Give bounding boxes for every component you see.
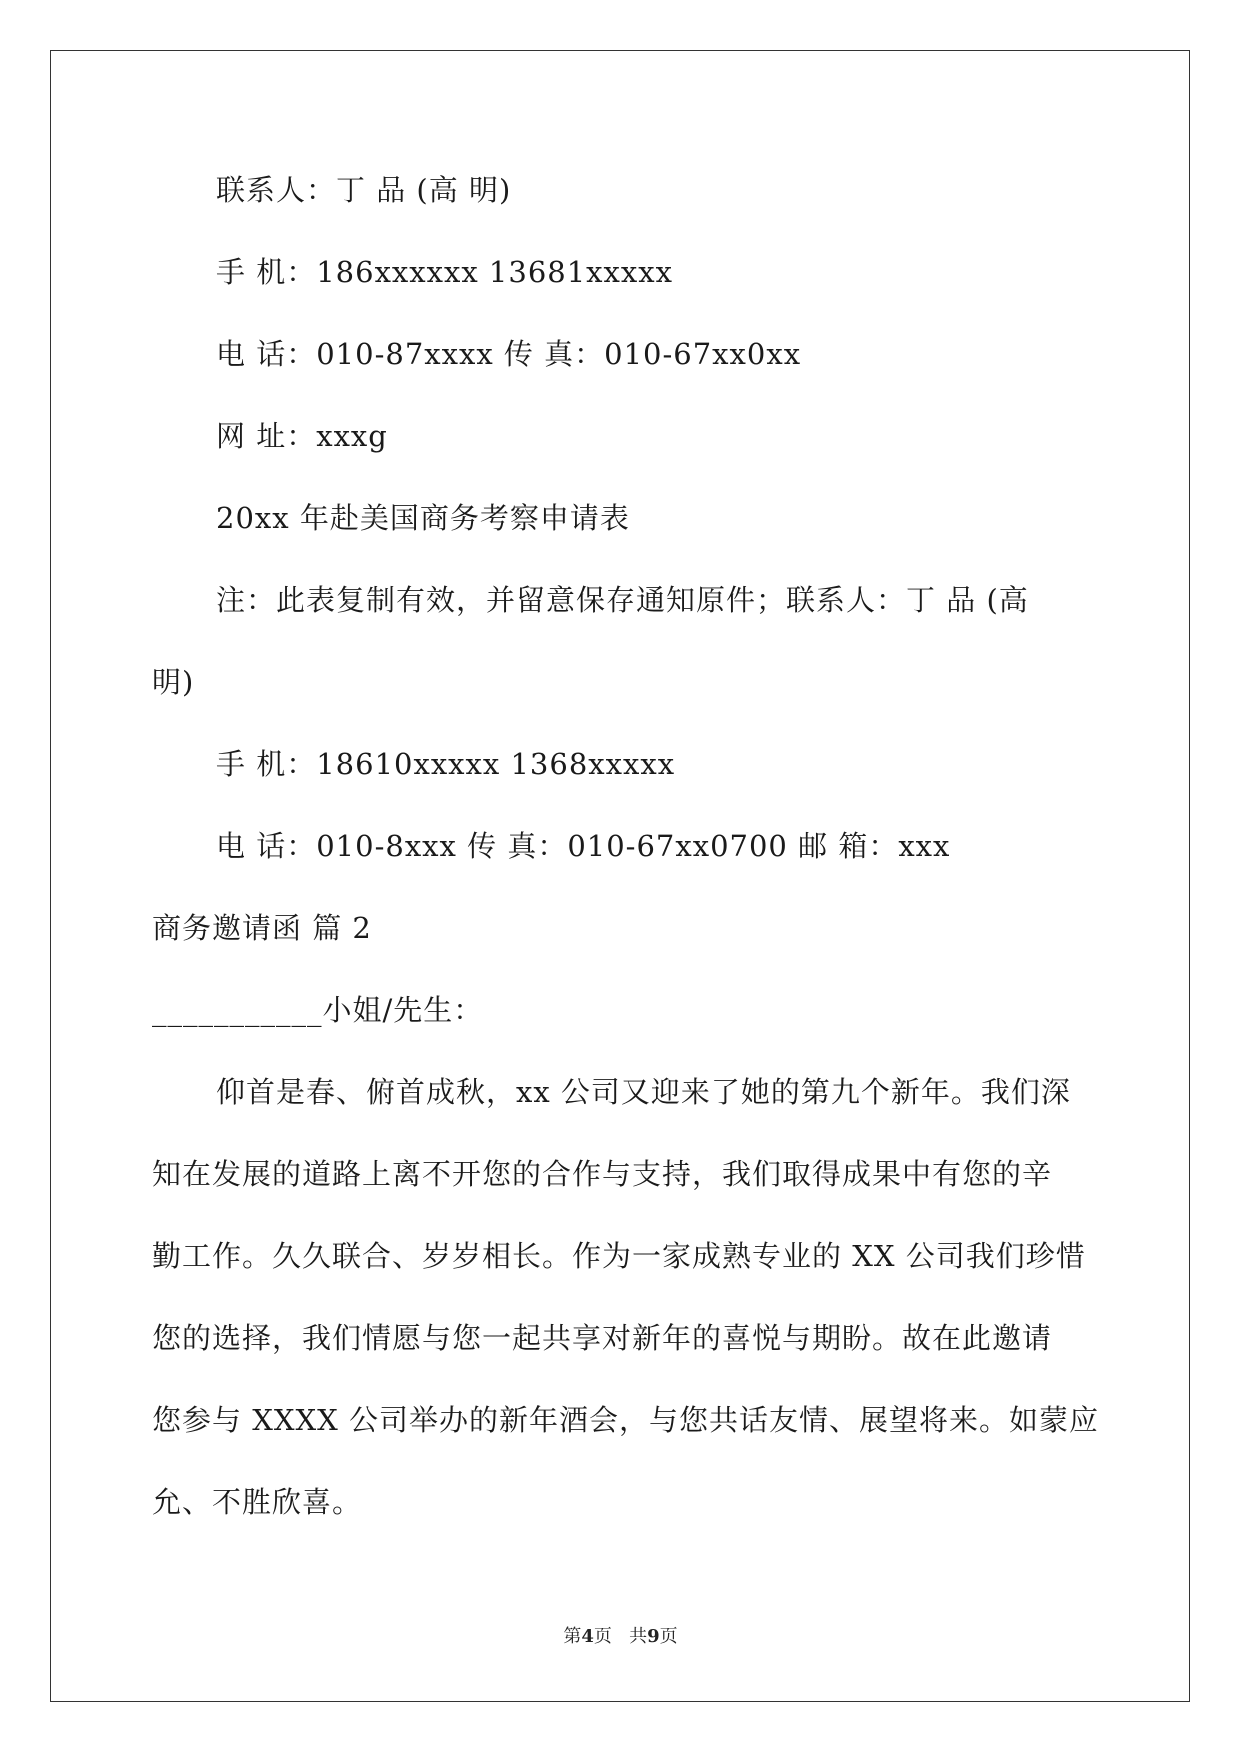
body-paragraph-line: 您的选择，我们情愿与您一起共享对新年的喜悦与期盼。故在此邀请: [152, 1321, 1053, 1355]
section-heading: 商务邀请函 篇 2: [152, 911, 372, 945]
note-line-2: 明): [152, 665, 195, 699]
mobile-line: 手 机：186xxxxxx 13681xxxxx: [216, 255, 673, 289]
footer-page-suffix: 页: [593, 1626, 612, 1647]
salutation-line: ___________小姐/先生：: [152, 993, 484, 1027]
body-paragraph-line: 仰首是春、俯首成秋，xx 公司又迎来了她的第九个新年。我们深: [216, 1075, 1071, 1109]
footer-total-suffix: 页: [659, 1626, 678, 1647]
current-page-number: 4: [581, 1626, 594, 1647]
body-paragraph-line: 您参与 XXXX 公司举办的新年酒会，与您共话友情、展望将来。如蒙应: [152, 1403, 1100, 1437]
page-footer: [0, 1625, 1241, 1649]
form-title-line: 20xx 年赴美国商务考察申请表: [216, 501, 630, 535]
website-line: 网 址：xxxg: [216, 419, 388, 453]
total-pages-number: 9: [647, 1626, 660, 1647]
body-paragraph-line: 勤工作。久久联合、岁岁相长。作为一家成熟专业的 XX 公司我们珍惜: [152, 1239, 1086, 1273]
footer-prefix: 第: [563, 1626, 582, 1647]
footer-total-prefix: 共: [629, 1626, 648, 1647]
page-border: [50, 50, 1190, 1702]
body-paragraph-line: 知在发展的道路上离不开您的合作与支持，我们取得成果中有您的辛: [152, 1157, 1053, 1191]
note-line-1: 注：此表复制有效，并留意保存通知原件；联系人：丁 品 (高: [216, 583, 1029, 617]
contact-person-line: 联系人：丁 品 (高 明): [216, 173, 512, 207]
phone-fax-line: 电 话：010-87xxxx 传 真：010-67xx0xx: [216, 337, 802, 371]
phone-fax-email-line: 电 话：010-8xxx 传 真：010-67xx0700 邮 箱：xxx: [216, 829, 951, 863]
mobile-line-2: 手 机：18610xxxxx 1368xxxxx: [216, 747, 676, 781]
body-paragraph-line: 允、不胜欣喜。: [152, 1485, 363, 1519]
